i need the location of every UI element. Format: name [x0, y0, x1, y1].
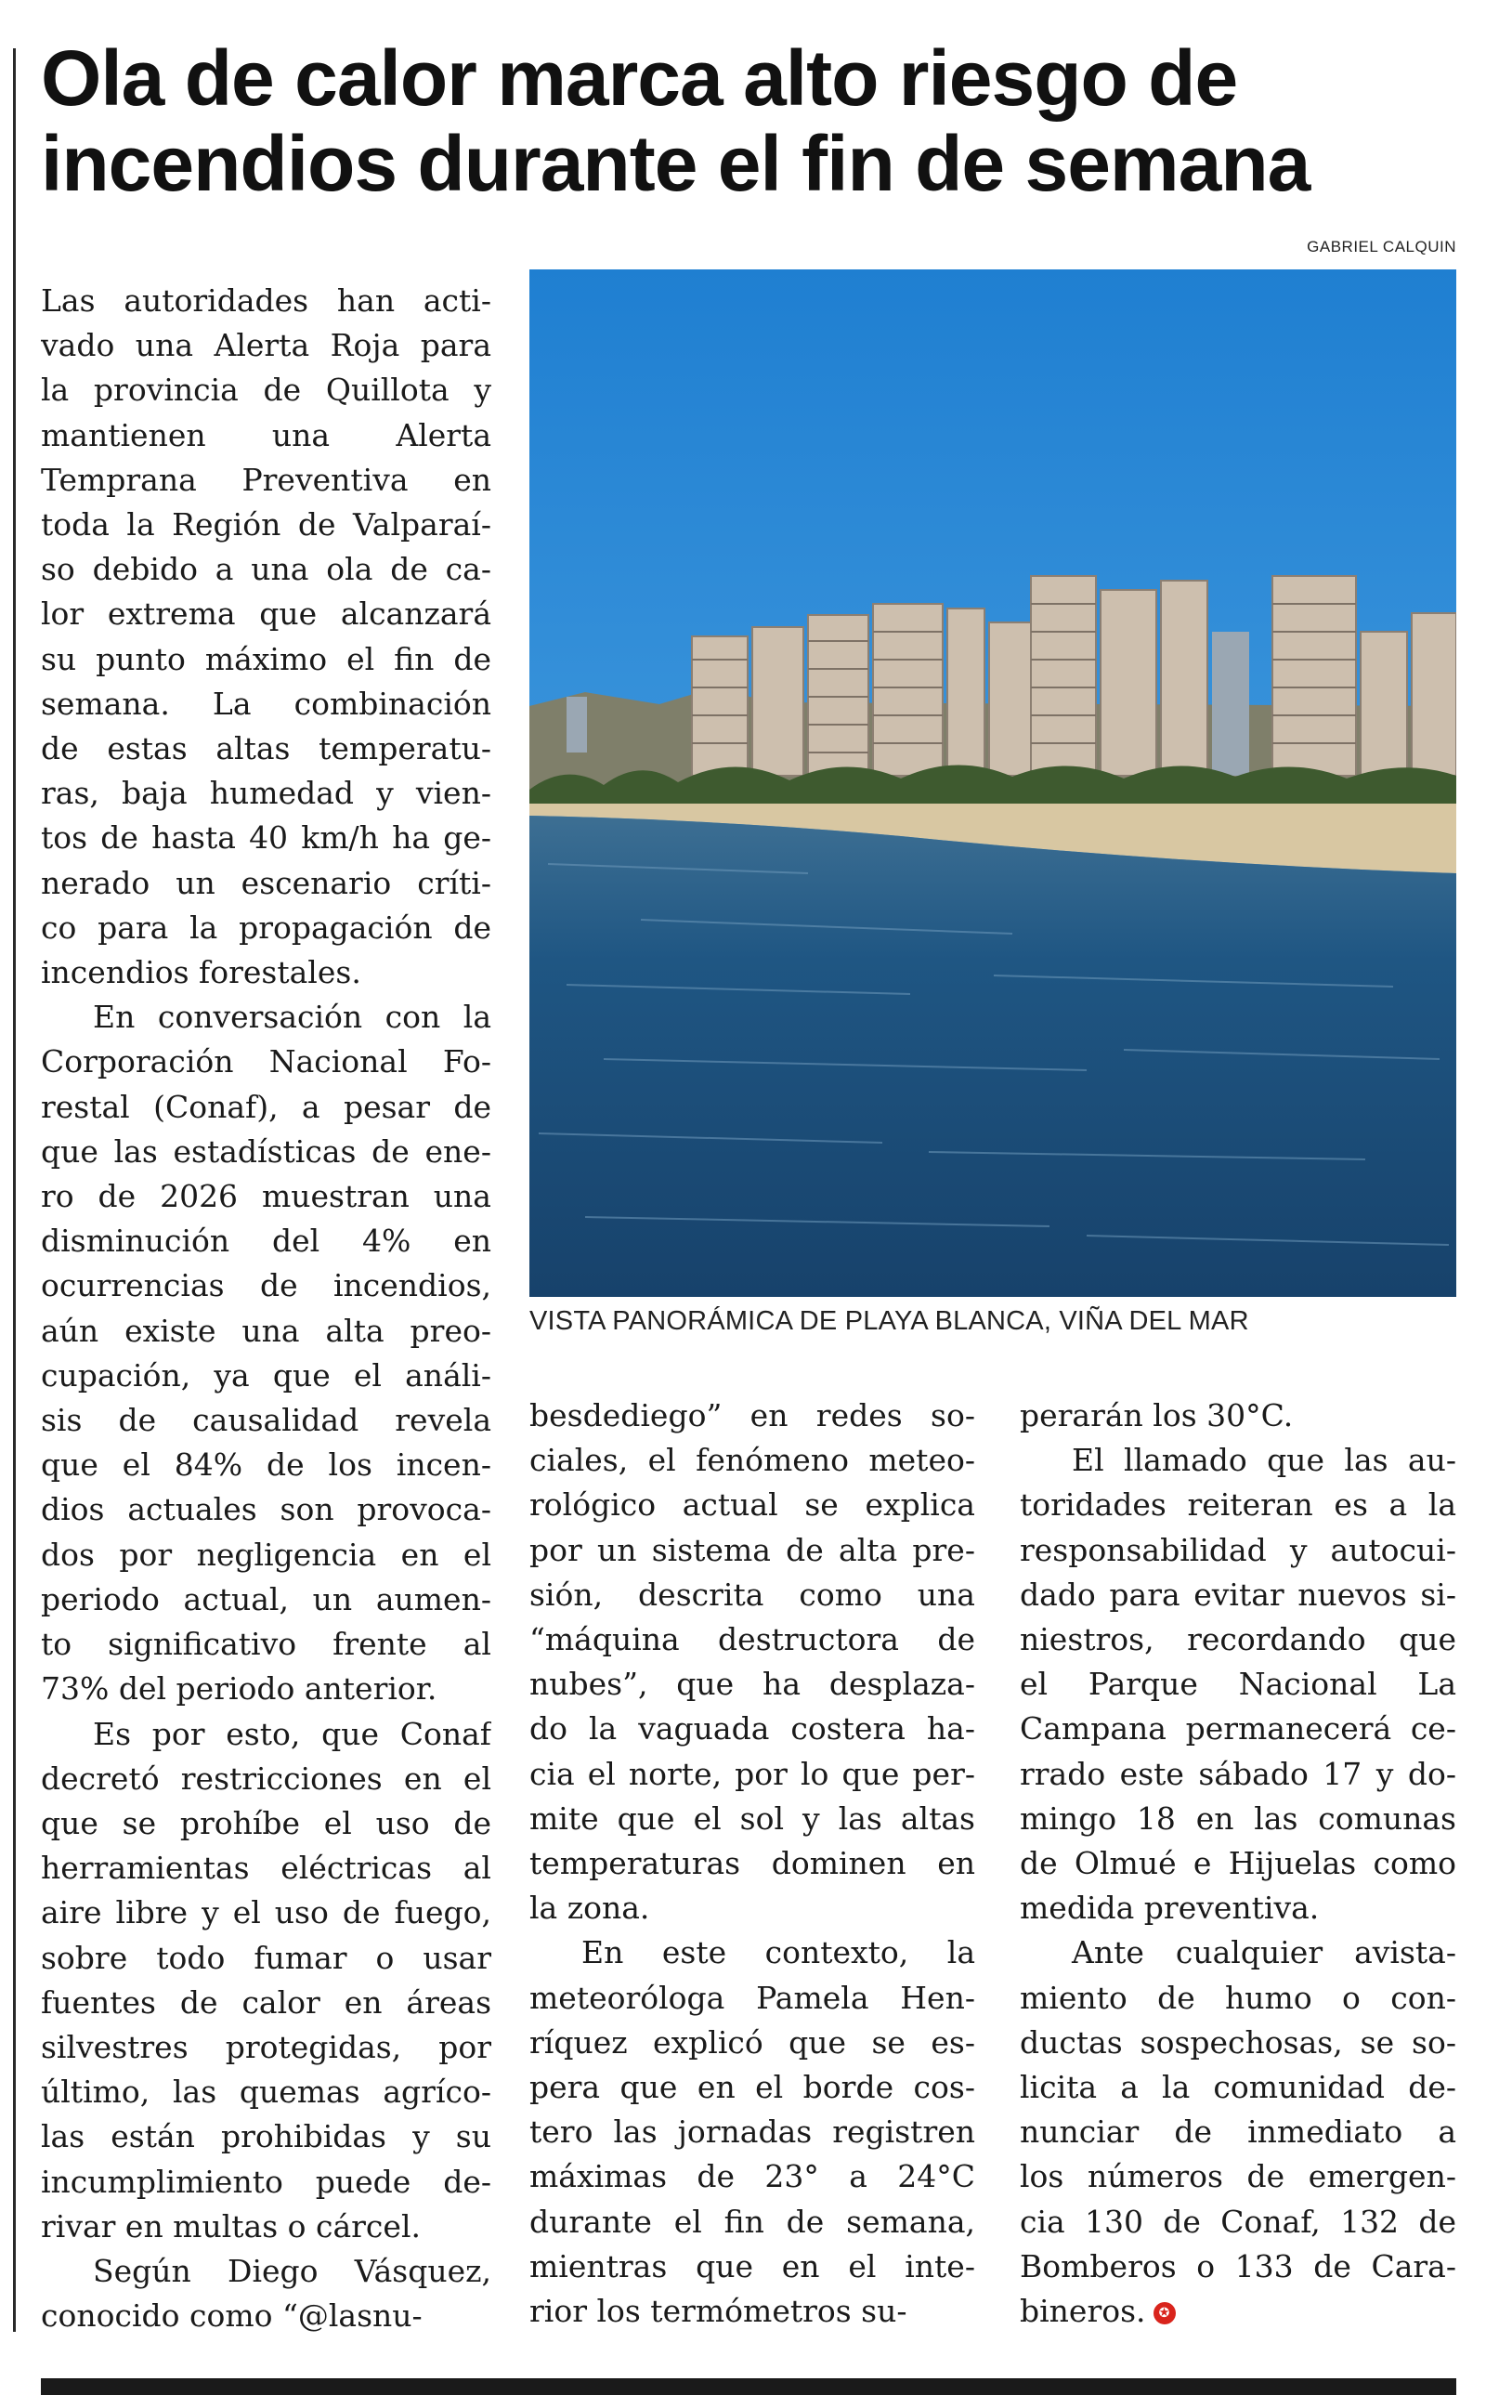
- text-line: [1020, 1483, 1456, 1527]
- text-line: [1020, 2154, 1456, 2199]
- text-line: [1020, 1707, 1456, 1751]
- left-column-rule: [13, 48, 16, 2332]
- text-line-content: periodo actual, un aumen-: [41, 1580, 491, 1617]
- text-line: [41, 1219, 491, 1263]
- text-line-content: El llamado que las au-: [1072, 1442, 1456, 1479]
- text-line: [41, 368, 491, 412]
- text-line: [41, 2025, 491, 2070]
- text-line: [41, 1801, 491, 1846]
- text-line-content: aire libre y el uso de fuego,: [41, 1894, 491, 1931]
- text-line-content: bineros.: [1020, 2293, 1146, 2330]
- text-line: [41, 950, 491, 995]
- text-line: [1020, 2110, 1456, 2154]
- text-line-content: incumplimiento puede de-: [41, 2163, 491, 2200]
- text-line-content: la provincia de Quillota y: [41, 372, 491, 409]
- text-line-content: silvestres protegidas, por: [41, 2028, 491, 2065]
- text-line: [41, 1174, 491, 1219]
- text-line: [41, 816, 491, 860]
- text-line: [41, 1981, 491, 2025]
- photo-credit: GABRIEL CALQUIN: [1307, 238, 1456, 255]
- text-line-content: ductas sospechosas, se so-: [1020, 2023, 1456, 2061]
- text-line-content: último, las quemas agríco-: [41, 2074, 491, 2111]
- article-column-2: [529, 1394, 975, 2334]
- text-line: [41, 1712, 491, 1757]
- text-line-content: lor extrema que alcanzará: [41, 595, 491, 633]
- text-line-content: mingo 18 en las comunas: [1020, 1799, 1456, 1837]
- text-line: [41, 1846, 491, 1891]
- text-line-content: aún existe una alta preo-: [41, 1312, 491, 1349]
- text-line-content: Es por esto, que Conaf: [93, 1715, 491, 1752]
- text-line-content: nubes”, que ha desplaza-: [529, 1666, 975, 1703]
- text-line-content: licita a la comunidad de-: [1020, 2069, 1456, 2106]
- text-line-content: pera que en el borde cos-: [529, 2069, 975, 2106]
- text-line-content: temperaturas dominen en: [529, 1845, 975, 1882]
- text-line-content: perarán los 30°C.: [1020, 1397, 1294, 1433]
- text-line: [1020, 1662, 1456, 1707]
- text-line: [529, 2154, 975, 2199]
- text-line: [1020, 1886, 1456, 1930]
- text-line-content: restal (Conaf), a pesar de: [41, 1088, 491, 1125]
- text-line-content: niestros, recordando que: [1020, 1621, 1456, 1658]
- text-line: [529, 2289, 975, 2334]
- text-line: [529, 1707, 975, 1751]
- text-line-content: besdediego” en redes so-: [529, 1397, 975, 1433]
- text-line: [529, 1976, 975, 2021]
- text-line: [1020, 1617, 1456, 1662]
- text-line-content: sis de causalidad revela: [41, 1402, 491, 1439]
- text-line-content: Campana permanecerá ce-: [1020, 1710, 1456, 1747]
- text-line-content: la zona.: [529, 1890, 650, 1927]
- text-line-content: herramientas eléctricas al: [41, 1850, 491, 1887]
- text-line-content: ciales, el fenómeno meteo-: [529, 1442, 975, 1479]
- text-line-content: mite que el sol y las altas: [529, 1799, 975, 1837]
- text-line: [529, 2200, 975, 2244]
- text-line: [529, 1797, 975, 1841]
- text-line-content: durante el fin de semana,: [529, 2203, 975, 2240]
- text-line: [1020, 2244, 1456, 2289]
- text-line-content: mantienen una Alerta: [41, 416, 491, 453]
- text-line-content: semana. La combinación: [41, 685, 491, 722]
- text-line: [41, 861, 491, 906]
- text-line: [529, 1662, 975, 1707]
- text-line: [41, 1398, 491, 1443]
- text-line: [529, 2110, 975, 2154]
- text-line-content: conocido como “@lasnu-: [41, 2297, 423, 2335]
- text-line-content: En conversación con la: [93, 999, 491, 1036]
- text-line-content: que se prohíbe el uso de: [41, 1804, 491, 1841]
- text-line: [41, 2114, 491, 2159]
- text-line: [1020, 1797, 1456, 1841]
- text-line-content: rior los termómetros su-: [529, 2293, 907, 2330]
- text-line-content: cia el norte, por lo que per-: [529, 1755, 975, 1792]
- text-line: [41, 1130, 491, 1174]
- text-line: [1020, 2065, 1456, 2110]
- text-line-content: rrado este sábado 17 y do-: [1020, 1755, 1456, 1792]
- text-line: [529, 1886, 975, 1930]
- text-line: [41, 1577, 491, 1622]
- text-line-content: dado para evitar nuevos si-: [1020, 1576, 1456, 1613]
- text-line: [1020, 1841, 1456, 1886]
- text-line: [1020, 1976, 1456, 2021]
- text-line-content: meteoróloga Pamela Hen-: [529, 1979, 975, 2016]
- text-line-content: que las estadísticas de ene-: [41, 1132, 491, 1170]
- text-line: [41, 279, 491, 323]
- text-line: [1020, 2021, 1456, 2065]
- photo-caption: VISTA PANORÁMICA DE PLAYA BLANCA, VIÑA DEL MAR: [529, 1306, 1249, 1336]
- text-line-content: Las autoridades han acti-: [41, 282, 491, 319]
- text-line: [41, 1309, 491, 1354]
- text-line-content: las están prohibidas y su: [41, 2118, 491, 2155]
- text-line-content: máximas de 23° a 24°C: [529, 2158, 975, 2195]
- text-line: [41, 995, 491, 1040]
- text-line-content: el Parque Nacional La: [1020, 1666, 1456, 1703]
- text-line-content: co para la propagación de: [41, 909, 491, 946]
- text-line: [41, 1040, 491, 1084]
- text-line: [529, 2021, 975, 2065]
- text-line: [41, 2160, 491, 2205]
- text-line: [1020, 1573, 1456, 1617]
- text-line-content: mientras que en el inte-: [529, 2247, 975, 2284]
- text-line-content: incendios forestales.: [41, 954, 361, 991]
- text-line: [41, 1891, 491, 1935]
- text-line-content: sobre todo fumar o usar: [41, 1939, 491, 1976]
- text-line: [41, 1622, 491, 1667]
- text-line-content: toda la Región de Valparaí-: [41, 506, 491, 543]
- text-line: [41, 592, 491, 636]
- text-line-content: “máquina destructora de: [529, 1621, 975, 1658]
- text-line-content: do la vaguada costera ha-: [529, 1710, 975, 1747]
- text-line: [41, 1487, 491, 1532]
- text-line: [41, 2205, 491, 2249]
- text-line-content: nerado un escenario críti-: [41, 864, 491, 901]
- text-line: [529, 1617, 975, 1662]
- text-line: [529, 1528, 975, 1573]
- text-line: [41, 682, 491, 726]
- text-line-content: decretó restricciones en el: [41, 1760, 491, 1797]
- text-line: [41, 1757, 491, 1801]
- text-line: [41, 1263, 491, 1308]
- text-line: [529, 1930, 975, 1975]
- headline-line-1: Ola de calor marca alto riesgo de: [41, 34, 1238, 122]
- text-line: [41, 1533, 491, 1577]
- article-column-1: [41, 279, 491, 2338]
- text-line: [41, 503, 491, 547]
- text-line: [41, 413, 491, 458]
- text-line-content: de estas altas temperatu-: [41, 730, 491, 767]
- text-line: [1020, 1930, 1456, 1975]
- text-line-content: Corporación Nacional Fo-: [41, 1043, 491, 1080]
- text-line-content: medida preventiva.: [1020, 1890, 1320, 1927]
- text-line: [41, 1354, 491, 1398]
- text-line-content: ras, baja humedad y vien-: [41, 775, 491, 812]
- end-of-article-icon: ✪: [1154, 2302, 1176, 2324]
- text-line-content: por un sistema de alta pre-: [529, 1531, 975, 1568]
- text-line-content: tero las jornadas registren: [529, 2114, 975, 2151]
- text-line: [529, 1394, 975, 1438]
- text-line: [41, 547, 491, 592]
- text-line-content: que el 84% de los incen-: [41, 1446, 491, 1484]
- text-line: [41, 1085, 491, 1130]
- text-line-content: ocurrencias de incendios,: [41, 1267, 491, 1304]
- text-line-content: Ante cualquier avista-: [1072, 1934, 1456, 1971]
- text-line: [529, 2065, 975, 2110]
- text-line: [41, 1667, 491, 1711]
- text-line-content: los números de emergen-: [1020, 2158, 1456, 2195]
- beach-photo-illustration: [529, 269, 1456, 1297]
- text-line: [529, 1752, 975, 1797]
- text-line-content: miento de humo o con-: [1020, 1979, 1456, 2016]
- text-line: [529, 2244, 975, 2289]
- headline-line-2: incendios durante el fin de semana: [41, 120, 1310, 207]
- text-line-content: fuentes de calor en áreas: [41, 1983, 491, 2021]
- text-line-content: rivar en multas o cárcel.: [41, 2207, 421, 2244]
- text-line-content: Según Diego Vásquez,: [93, 2252, 491, 2289]
- text-line-content: responsabilidad y autocui-: [1020, 1531, 1456, 1568]
- text-line: [529, 1438, 975, 1483]
- text-line-content: Temprana Preventiva en: [41, 461, 491, 498]
- text-line: [1020, 1752, 1456, 1797]
- text-line-content: cupación, ya que el análi-: [41, 1356, 491, 1394]
- text-line-content: dos por negligencia en el: [41, 1536, 491, 1573]
- headline: [41, 35, 1471, 206]
- bottom-rule: [41, 2378, 1456, 2395]
- text-line: [41, 1443, 491, 1487]
- text-line: [41, 771, 491, 816]
- beach-photo: [529, 269, 1456, 1297]
- text-line-content: ro de 2026 muestran una: [41, 1178, 491, 1215]
- text-line: [41, 726, 491, 771]
- text-line-content: ríquez explicó que se es-: [529, 2023, 975, 2061]
- text-line-content: dios actuales son provoca-: [41, 1491, 491, 1528]
- text-line-content: tos de hasta 40 km/h ha ge-: [41, 819, 491, 857]
- text-line: [529, 1483, 975, 1527]
- text-line-content: to significativo frente al: [41, 1626, 491, 1663]
- text-line: [41, 1936, 491, 1981]
- text-line: [1020, 1394, 1456, 1438]
- text-line-content: toridades reiteran es a la: [1020, 1486, 1456, 1524]
- text-line: [41, 2294, 491, 2338]
- text-line-content: so debido a una ola de ca-: [41, 551, 491, 588]
- text-line-content: rológico actual se explica: [529, 1486, 975, 1524]
- text-line-content: sión, descrita como una: [529, 1576, 975, 1613]
- text-line: [41, 906, 491, 950]
- text-line-content: su punto máximo el fin de: [41, 640, 491, 677]
- text-line: [41, 323, 491, 368]
- text-line: [41, 2249, 491, 2294]
- text-line-content: cia 130 de Conaf, 132 de: [1020, 2203, 1456, 2240]
- text-line-content: nunciar de inmediato a: [1020, 2114, 1456, 2151]
- text-line-content: vado una Alerta Roja para: [41, 327, 491, 364]
- text-line: [41, 458, 491, 503]
- text-line-content: Bomberos o 133 de Cara-: [1020, 2247, 1456, 2284]
- text-line-content: de Olmué e Hijuelas como: [1020, 1845, 1456, 1882]
- text-line: [529, 1573, 975, 1617]
- text-line: [529, 1841, 975, 1886]
- text-line: [1020, 2289, 1456, 2334]
- text-line: [1020, 2200, 1456, 2244]
- text-line: [1020, 1438, 1456, 1483]
- text-line-content: disminución del 4% en: [41, 1223, 491, 1260]
- text-line-content: 73% del periodo anterior.: [41, 1670, 437, 1708]
- text-line: [41, 2070, 491, 2114]
- text-line: [1020, 1528, 1456, 1573]
- text-line: [41, 637, 491, 682]
- text-line-content: En este contexto, la: [581, 1934, 975, 1971]
- article-column-3: [1020, 1394, 1456, 2334]
